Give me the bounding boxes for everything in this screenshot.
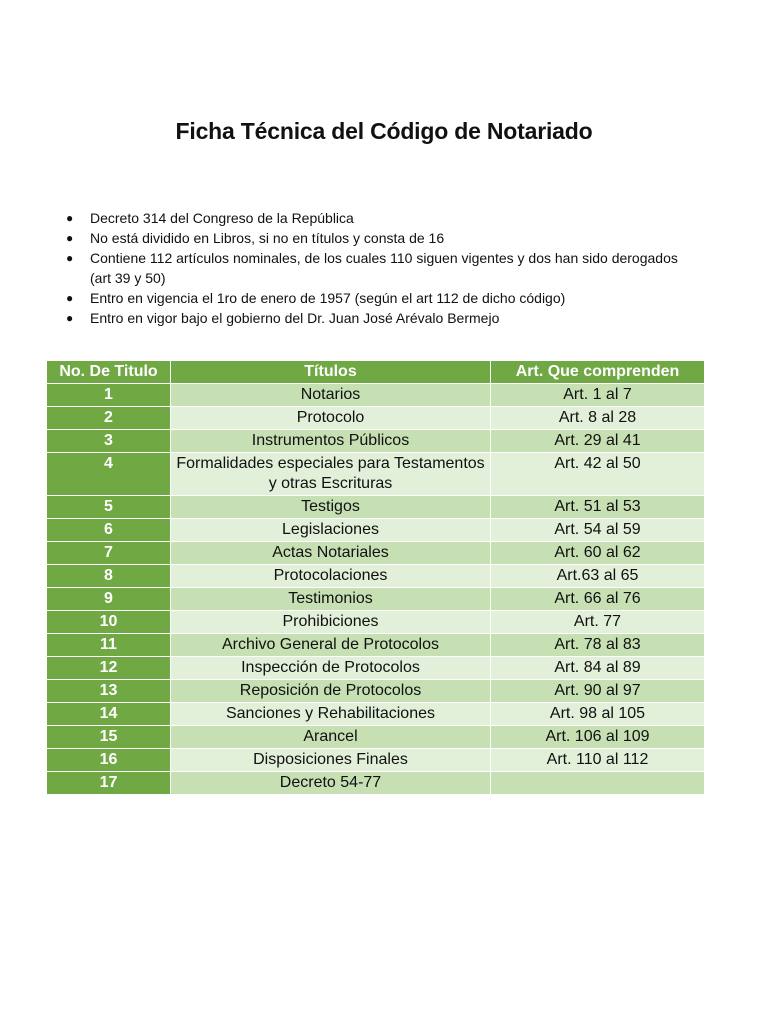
bullet-icon: ● [66,251,74,265]
table-row [47,657,705,680]
title-number-cell: 11 [47,634,171,657]
title-number-cell: 13 [47,680,171,703]
title-name-cell: Actas Notariales [171,542,491,565]
articles-cell: Art. 98 al 105 [491,703,705,726]
list-item-text: Decreto 314 del Congreso de la República [90,210,354,226]
title-name-cell: Archivo General de Protocolos [171,634,491,657]
list-item [60,248,680,288]
table-row [47,726,705,749]
title-name-cell: Protocolo [171,407,491,430]
title-number-cell: 9 [47,588,171,611]
list-item [60,208,680,228]
column-header-articles: Art. Que comprenden [491,361,705,384]
title-number-cell: 3 [47,430,171,453]
articles-cell: Art. 78 al 83 [491,634,705,657]
table-row [47,430,705,453]
title-number-cell: 17 [47,772,171,795]
title-number-cell: 2 [47,407,171,430]
list-item [60,228,680,248]
articles-cell [491,772,705,795]
table-row [47,407,705,430]
articles-cell: Art. 66 al 76 [491,588,705,611]
articles-cell: Art.63 al 65 [491,565,705,588]
table-header-row [47,361,705,384]
title-name-cell: Formalidades especiales para Testamentos y otras Escrituras [171,453,491,496]
title-number-cell: 4 [47,453,171,496]
table-row [47,542,705,565]
table-row [47,680,705,703]
title-name-cell: Disposiciones Finales [171,749,491,772]
titles-table [46,360,705,795]
articles-cell: Art. 51 al 53 [491,496,705,519]
title-name-cell: Arancel [171,726,491,749]
title-name-cell: Sanciones y Rehabilitaciones [171,703,491,726]
articles-cell: Art. 60 al 62 [491,542,705,565]
title-number-cell: 8 [47,565,171,588]
bullet-icon: ● [66,311,74,325]
bullet-icon: ● [66,211,74,225]
summary-list [60,208,680,328]
column-header-title: Títulos [171,361,491,384]
articles-cell: Art. 90 al 97 [491,680,705,703]
title-name-cell: Testigos [171,496,491,519]
table-row [47,496,705,519]
articles-cell: Art. 29 al 41 [491,430,705,453]
title-name-cell: Reposición de Protocolos [171,680,491,703]
list-item-text: Contiene 112 artículos nominales, de los cuales 110 siguen vigentes y dos han sido derogados (art 39 y 50) [90,250,678,286]
title-name-cell: Instrumentos Públicos [171,430,491,453]
articles-cell: Art. 1 al 7 [491,384,705,407]
articles-cell: Art. 84 al 89 [491,657,705,680]
title-name-cell: Prohibiciones [171,611,491,634]
table-row [47,703,705,726]
list-item-text: Entro en vigor bajo el gobierno del Dr. Juan José Arévalo Bermejo [90,310,500,326]
table-row [47,565,705,588]
title-number-cell: 6 [47,519,171,542]
table-row [47,634,705,657]
title-number-cell: 10 [47,611,171,634]
document-title: Ficha Técnica del Código de Notariado [175,118,593,144]
list-item-text: Entro en vigencia el 1ro de enero de 1957 (según el art 112 de dicho código) [90,290,566,306]
bullet-icon: ● [66,291,74,305]
title-number-cell: 12 [47,657,171,680]
bullet-icon: ● [66,231,74,245]
articles-cell: Art. 54 al 59 [491,519,705,542]
title-number-cell: 15 [47,726,171,749]
table-row [47,749,705,772]
articles-cell: Art. 8 al 28 [491,407,705,430]
title-number-cell: 16 [47,749,171,772]
title-number-cell: 5 [47,496,171,519]
title-number-cell: 7 [47,542,171,565]
title-name-cell: Notarios [171,384,491,407]
title-number-cell: 14 [47,703,171,726]
table-row [47,772,705,795]
articles-cell: Art. 110 al 112 [491,749,705,772]
articles-cell: Art. 42 al 50 [491,453,705,496]
title-name-cell: Decreto 54-77 [171,772,491,795]
column-header-number: No. De Titulo [47,361,171,384]
list-item [60,288,680,308]
table-row [47,519,705,542]
title-number-cell: 1 [47,384,171,407]
table-row [47,453,705,496]
title-name-cell: Protocolaciones [171,565,491,588]
articles-cell: Art. 77 [491,611,705,634]
articles-cell: Art. 106 al 109 [491,726,705,749]
table-row [47,611,705,634]
title-name-cell: Legislaciones [171,519,491,542]
list-item [60,308,680,328]
title-name-cell: Inspección de Protocolos [171,657,491,680]
title-name-cell: Testimonios [171,588,491,611]
list-item-text: No está dividido en Libros, si no en títulos y consta de 16 [90,230,445,246]
table-row [47,384,705,407]
table-row [47,588,705,611]
